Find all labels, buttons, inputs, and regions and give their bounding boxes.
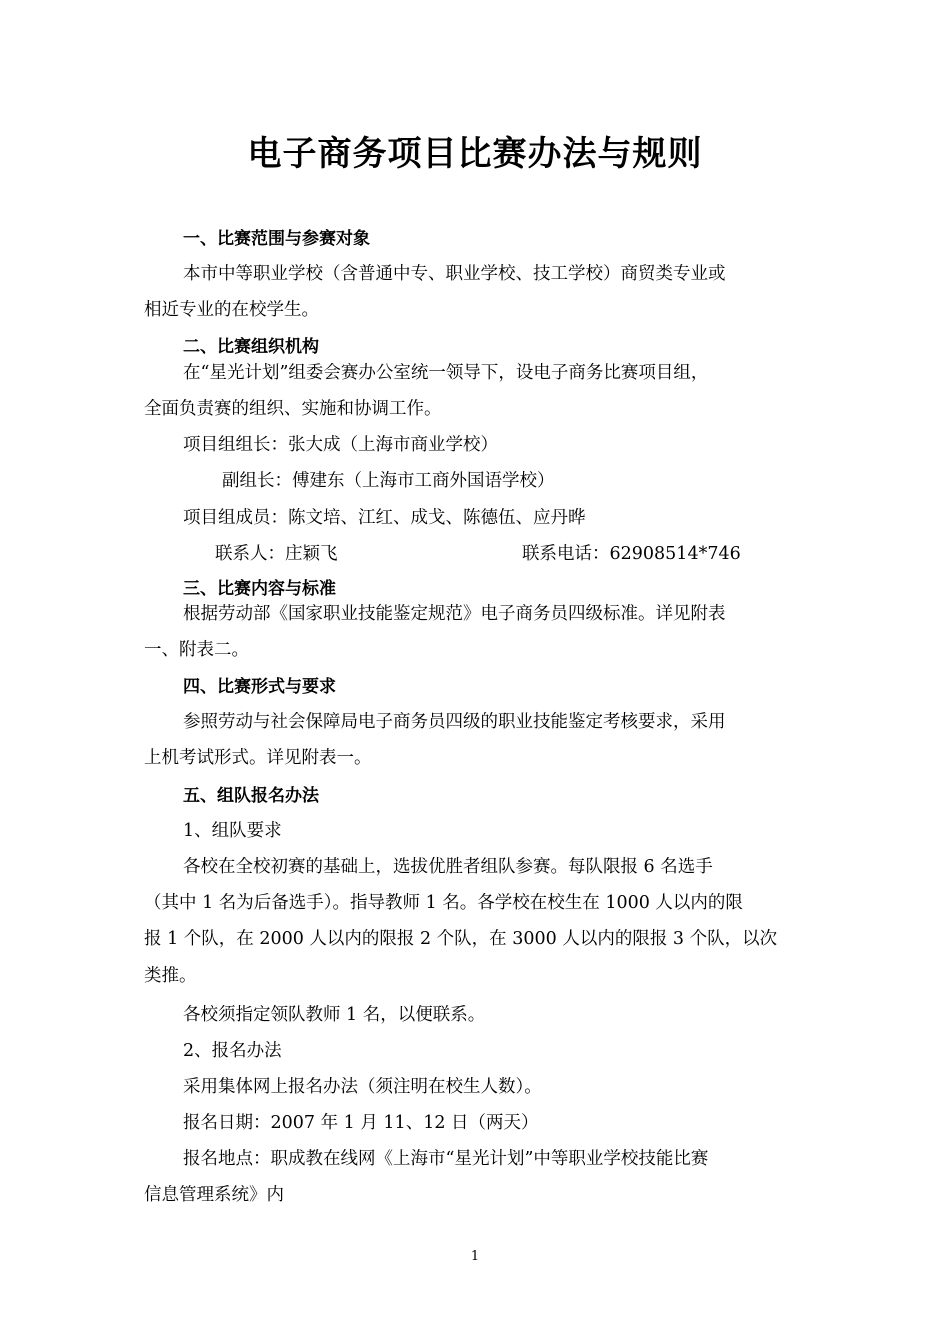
document-title: 电子商务项目比赛办法与规则: [247, 134, 703, 174]
group-members: 项目组成员：陈文培、江红、成戈、陈德伍、应丹晔: [183, 508, 586, 528]
paragraph-line: 一、附表二。: [144, 640, 249, 660]
subsection-title: 2、报名办法: [183, 1041, 282, 1061]
paragraph-line: 根据劳动部《国家职业技能鉴定规范》电子商务员四级标准。详见附表: [183, 604, 726, 624]
paragraph-line: 类推。: [144, 966, 197, 986]
deputy-leader: 副组长：傅建东（上海市工商外国语学校）: [222, 471, 555, 491]
section-heading-format: 四、比赛形式与要求: [183, 677, 336, 697]
section-heading-content: 三、比赛内容与标准: [183, 579, 336, 599]
subsection-title: 1、组队要求: [183, 821, 282, 841]
page-number: 1: [470, 1249, 480, 1264]
group-leader: 项目组组长：张大成（上海市商业学校）: [183, 435, 498, 455]
paragraph-line: （其中 1 名为后备选手）。指导教师 1 名。各学校在校生在 1000 人以内的限: [144, 893, 743, 913]
contact-person: 联系人：庄颖飞: [215, 544, 338, 564]
paragraph-line: 各校须指定领队教师 1 名，以便联系。: [183, 1005, 486, 1025]
section-heading-scope: 一、比赛范围与参赛对象: [183, 229, 370, 249]
contact-phone: 联系电话：62908514*746: [522, 544, 741, 564]
registration-place: 报名地点：职成教在线网《上海市“星光计划”中等职业学校技能比赛: [183, 1149, 709, 1169]
paragraph-line: 上机考试形式。详见附表一。: [144, 748, 372, 768]
section-heading-registration: 五、组队报名办法: [183, 786, 319, 806]
paragraph-line: 各校在全校初赛的基础上，选拔优胜者组队参赛。每队限报 6 名选手: [183, 857, 713, 877]
paragraph-line: 本市中等职业学校（含普通中专、职业学校、技工学校）商贸类专业或: [183, 264, 726, 284]
paragraph-line: 信息管理系统》内: [144, 1185, 284, 1205]
section-heading-organization: 二、比赛组织机构: [183, 337, 319, 357]
paragraph-line: 全面负责赛的组织、实施和协调工作。: [144, 399, 442, 419]
paragraph-line: 采用集体网上报名办法（须注明在校生人数）。: [183, 1077, 542, 1097]
paragraph-line: 报 1 个队，在 2000 人以内的限报 2 个队，在 3000 人以内的限报 3 个队，以次: [144, 929, 778, 949]
paragraph-line: 参照劳动与社会保障局电子商务员四级的职业技能鉴定考核要求，采用: [183, 712, 726, 732]
paragraph-line: 在“星光计划”组委会赛办公室统一领导下，设电子商务比赛项目组，: [183, 363, 709, 383]
paragraph-line: 相近专业的在校学生。: [144, 300, 319, 320]
registration-date: 报名日期：2007 年 1 月 11、12 日（两天）: [183, 1113, 539, 1133]
